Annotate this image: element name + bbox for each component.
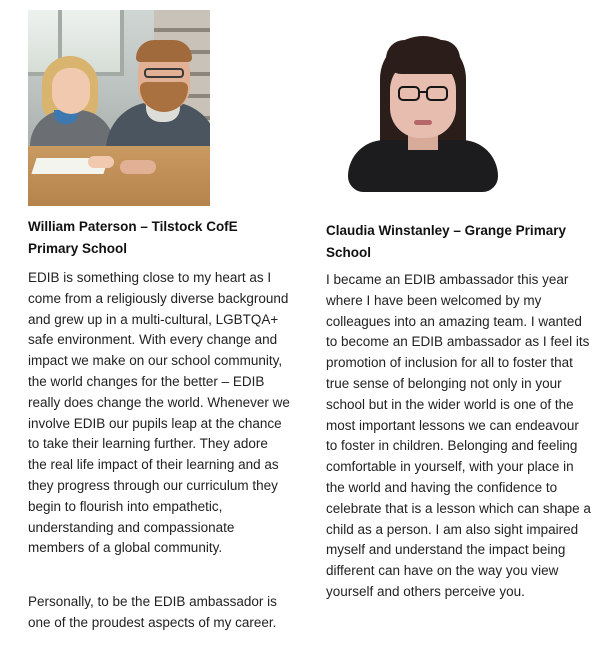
photo-man-glasses: [144, 68, 184, 78]
william-paragraph-2: Personally, to be the EDIB ambassador is one of the proudest aspects of my career.: [28, 594, 277, 630]
portrait-glasses-left: [398, 86, 420, 101]
claudia-portrait: [348, 32, 498, 192]
claudia-name-heading: Claudia Winstanley – Grange Primary School: [326, 223, 566, 260]
photo-table: [28, 146, 210, 206]
portrait-glasses-bridge: [419, 91, 427, 93]
portrait-glasses-right: [426, 86, 448, 101]
portrait-lips: [414, 120, 432, 125]
photo-girl-hand: [88, 156, 114, 168]
photo-man-hair: [136, 40, 192, 62]
william-photo: [28, 10, 210, 206]
william-name-heading: William Paterson – Tilstock CofE Primary School: [28, 219, 238, 256]
william-paragraph-1: EDIB is something close to my heart as I come from a religiously diverse background and grew up in a multi-cultural, LGBTQA+ safe environment. With every change and impact we make on our school community, the world changes for the better – EDIB really does change the world. Whenever we involve EDIB our pupils leap at the chance to take their learning further. They adore the real life impact of their learning and as they progress through our curriculum they begin to flourish into empathetic, understanding and compassionate members of a global community.: [28, 270, 290, 556]
portrait-fringe: [386, 40, 460, 74]
photo-girl-face: [52, 68, 90, 114]
claudia-paragraph-1: I became an EDIB ambassador this year where I have been welcomed by my colleagues into an amazing team. I wanted to become an EDIB ambassador as I feel its promotion of inclusion for all to foster that true sense of belonging not only in your school but in the wider world is one of the most important lessons we can endeavour to foster in children. Belonging and feeling comfortable in yourself, with your place in the world and having the confidence to celebrate that is a lesson which can shape a child as a person. I am also sight impaired myself and understand the impact being different can have on the way you view yourself and others perceive you.: [326, 272, 591, 599]
photo-man-hand: [120, 160, 156, 174]
